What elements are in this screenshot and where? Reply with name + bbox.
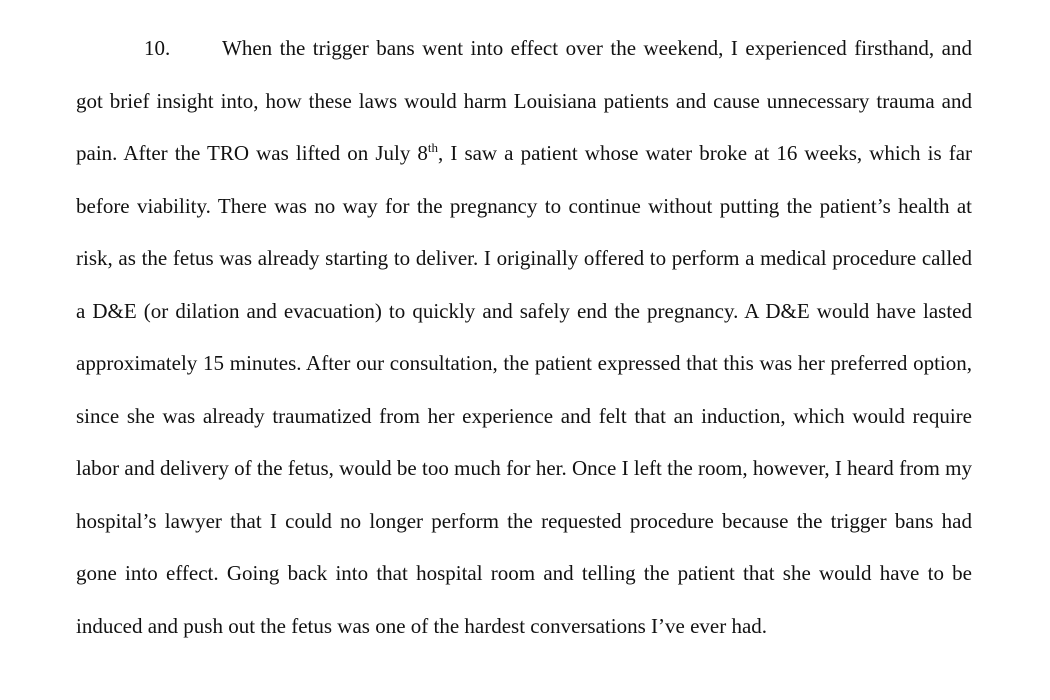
paragraph-10: [76, 22, 972, 652]
paragraph-text-part-2: , I saw a patient whose water broke at 16 weeks, which is far before viability. There was no way for the pregnancy to continue without putting the patient’s health at risk, as the fetus was already starting to deliver. I originally offered to perform a medical procedure called a D&E (or dilation and evacuation) to quickly and safely end the pregnancy. A D&E would have lasted approximately 15 minutes. After our consultation, the patient expressed that this was her preferred option, since she was already traumatized from her experience and felt that an induction, which would require labor and delivery of the fetus, would be too much for her. Once I left the room, however, I heard from my hospital’s lawyer that I could no longer perform the requested procedure because the trigger bans had gone into effect. Going back into that hospital room and telling the patient that she would have to be induced and push out the fetus was one of the hardest conversations I’ve ever had.: [76, 141, 973, 638]
paragraph-number: 10.: [144, 36, 171, 60]
document-page: [76, 22, 972, 652]
paragraph-text-part-1: When the trigger bans went into effect over the weekend, I experienced firsthand, and got brief insight into, how these laws would harm Louisiana patients and cause unnecessary trauma and pain. After the TRO was lifted on July 8: [76, 36, 972, 165]
date-ordinal-suffix: th: [427, 140, 439, 155]
